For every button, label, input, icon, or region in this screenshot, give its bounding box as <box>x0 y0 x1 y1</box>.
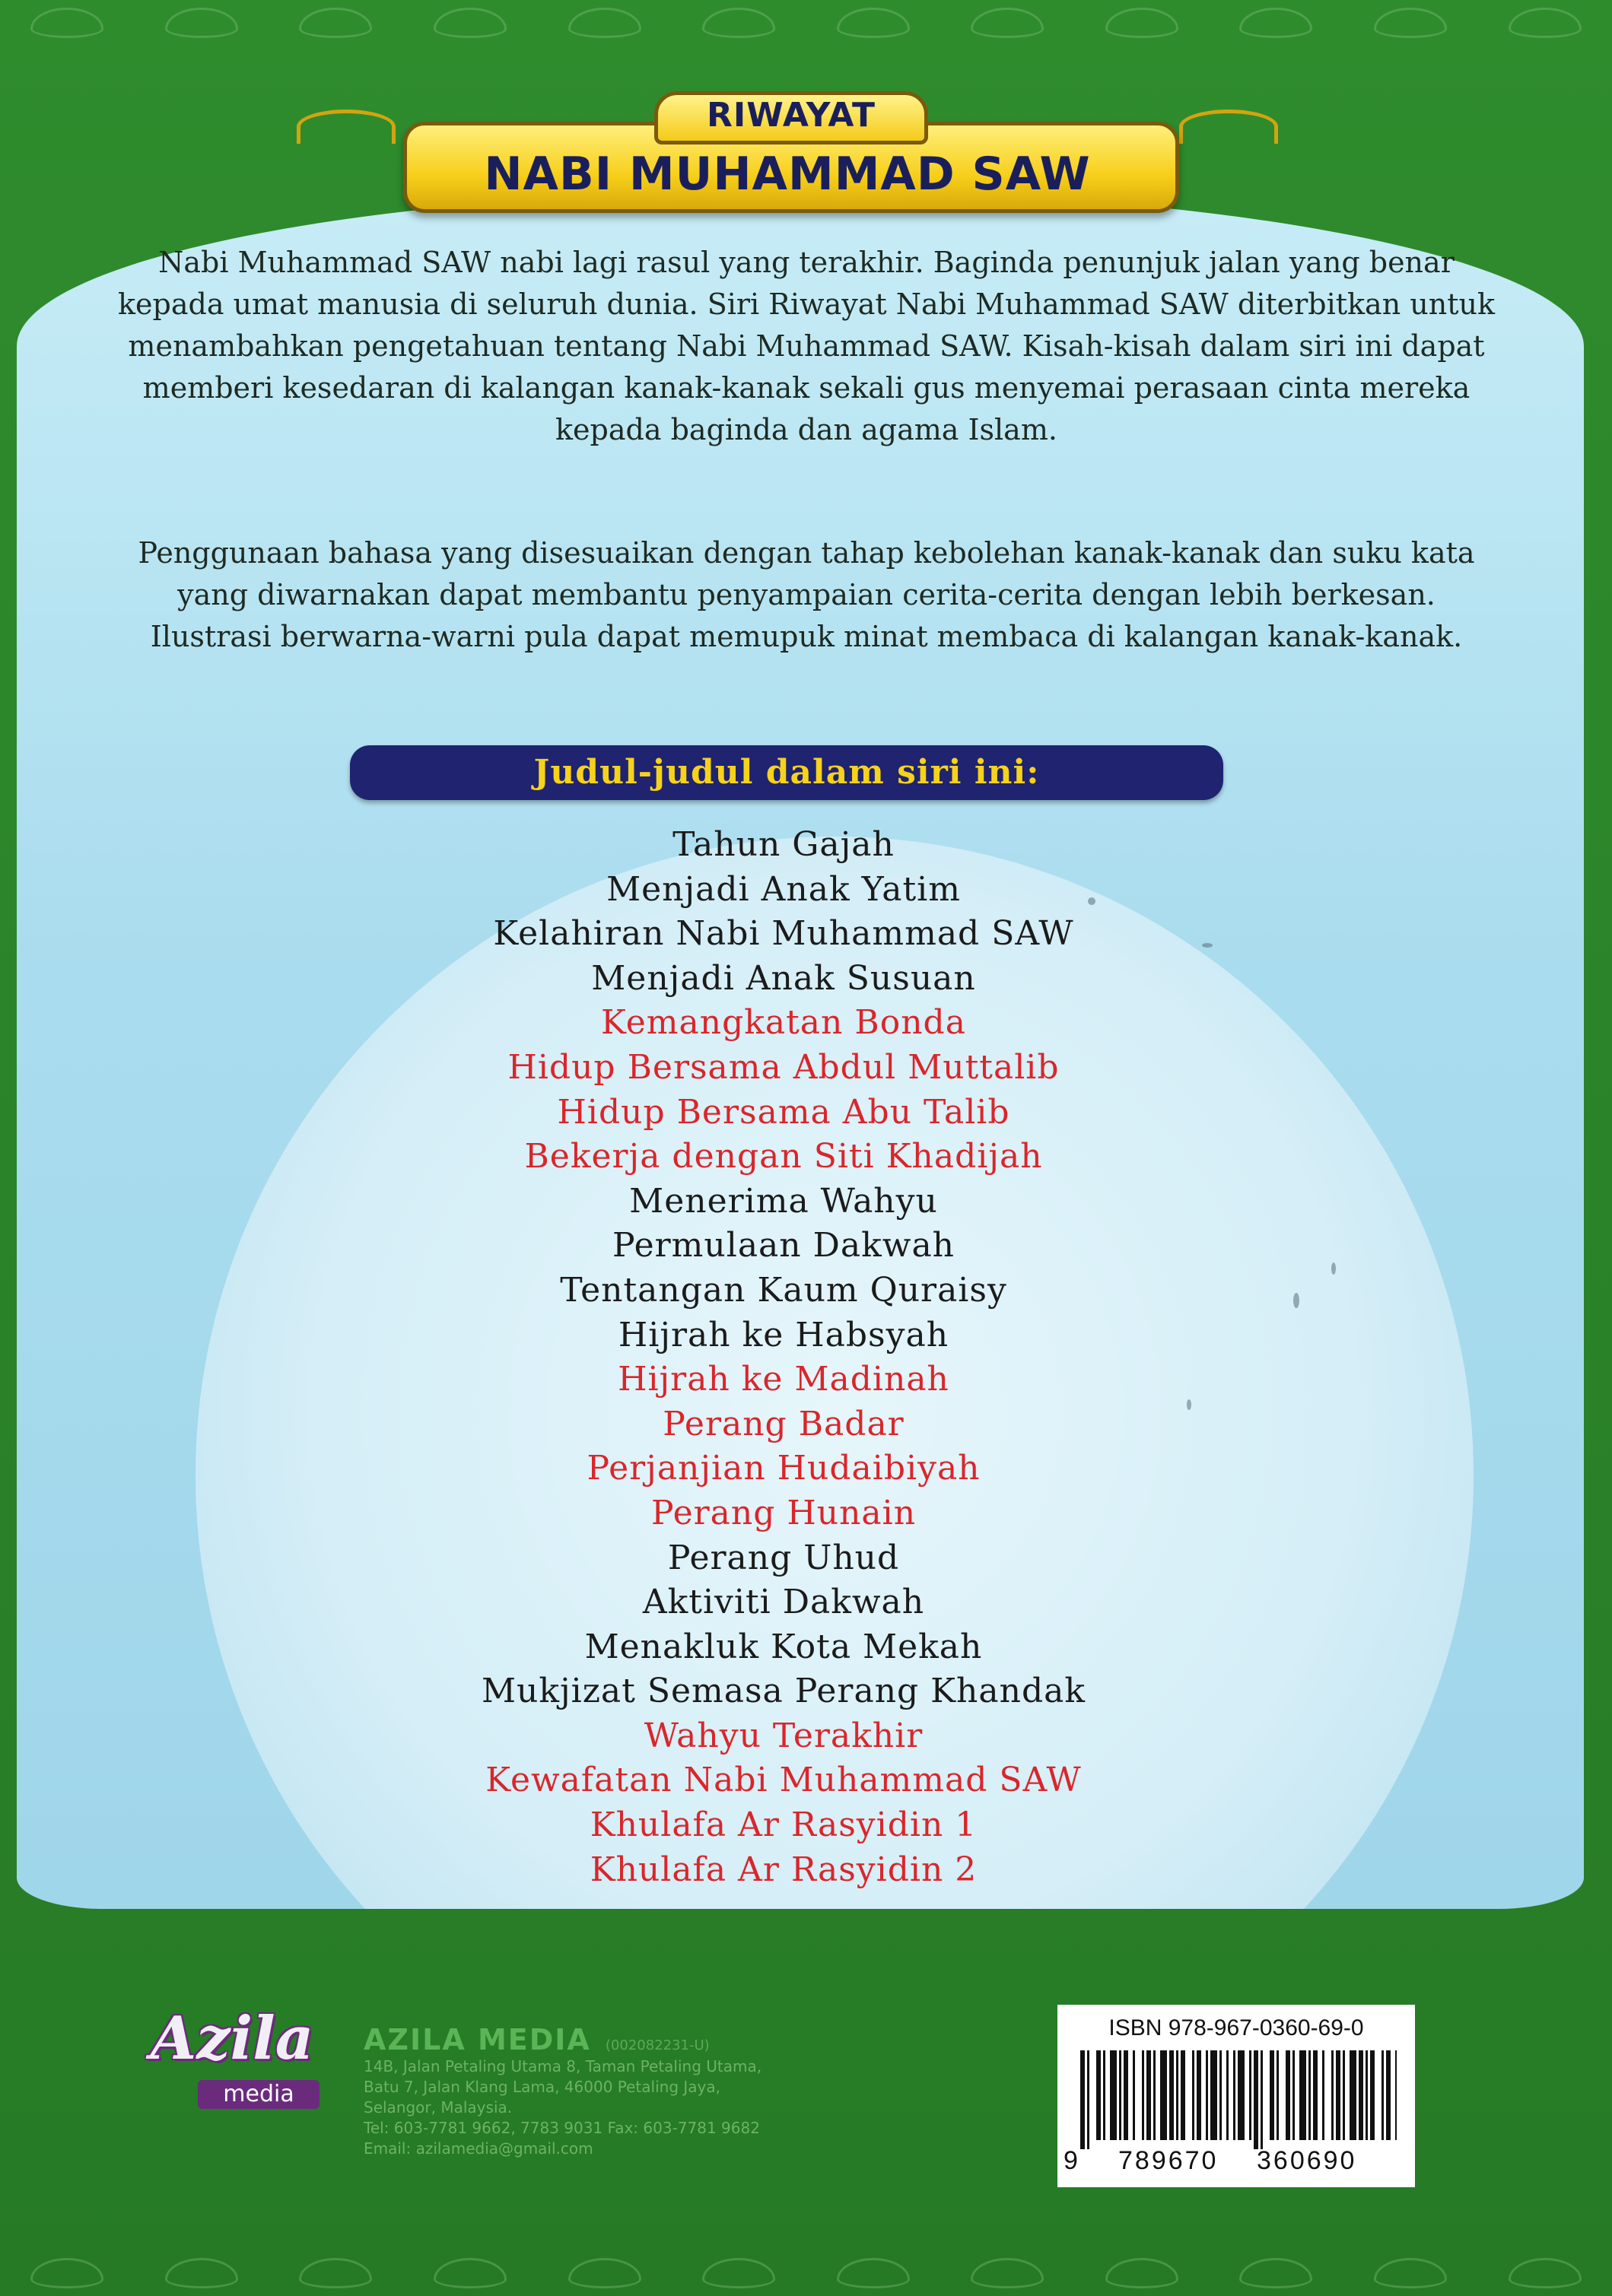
publisher-name: AZILA MEDIA <box>364 2023 591 2056</box>
print-speck <box>1088 897 1095 905</box>
series-title-item: Perang Uhud <box>667 1538 900 1577</box>
series-title-item: Tentangan Kaum Quraisy <box>560 1270 1007 1310</box>
publisher-email: Email: azilamedia@gmail.com <box>364 2139 593 2158</box>
series-title-item: Kemangkatan Bonda <box>601 1003 966 1043</box>
barcode-bar <box>1110 2050 1117 2140</box>
barcode-bar <box>1322 2050 1324 2140</box>
series-title-item: Kelahiran Nabi Muhammad SAW <box>493 914 1074 954</box>
barcode-bar <box>1153 2050 1156 2140</box>
barcode-bar <box>1103 2050 1105 2140</box>
publisher-address-line: Selangor, Malaysia. <box>364 2098 513 2117</box>
barcode-bar <box>1133 2050 1135 2140</box>
barcode-bar <box>1160 2050 1167 2140</box>
series-title-item: Perjanjian Hudaibiyah <box>587 1449 981 1488</box>
barcode-bar <box>1233 2050 1235 2140</box>
barcode-bar <box>1277 2050 1279 2140</box>
barcode-digits-left: 789670 <box>1118 2146 1219 2175</box>
barcode-bar <box>1270 2050 1274 2140</box>
barcode-bar <box>1292 2050 1295 2140</box>
print-speck <box>1187 1399 1191 1410</box>
series-title-item: Khulafa Ar Rasyidin 2 <box>590 1850 978 1889</box>
publisher-logo-tag: media <box>198 2080 320 2109</box>
isbn-number: ISBN 978-967-0360-69-0 <box>1108 2015 1364 2040</box>
barcode-bar <box>1254 2050 1258 2149</box>
barcode-bar <box>1359 2050 1363 2140</box>
barcode-digits-right: 360690 <box>1257 2146 1357 2175</box>
barcode-bar <box>1370 2050 1375 2140</box>
publisher-logo <box>122 2004 342 2118</box>
print-speck <box>1293 1293 1299 1308</box>
barcode-bar <box>1124 2050 1128 2140</box>
publisher-registration: (002082231-U) <box>605 2037 710 2053</box>
series-title-item: Aktiviti Dakwah <box>642 1583 925 1622</box>
intro-paragraph-2: Penggunaan bahasa yang disesuaikan dengan tahap kebolehan kanak-kanak dan suku kata yang diwarnakan dapat membantu penyampaian cerita-cerita dengan lebih berkesan. Ilustrasi berwarna-warni pula dapat memupuk minat membaca di kalangan kanak-kanak. <box>138 536 1475 653</box>
publisher-address-line: 14B, Jalan Petaling Utama 8, Taman Petaling Utama, <box>364 2057 762 2075</box>
scroll-ornament-icon <box>297 110 396 144</box>
series-title-item: Hijrah ke Habsyah <box>618 1315 949 1354</box>
barcode-bar <box>1343 2050 1345 2140</box>
isbn-barcode <box>1057 2005 1415 2187</box>
barcode-bar <box>1192 2050 1194 2140</box>
series-title-item: Menjadi Anak Susuan <box>591 958 976 998</box>
barcode-bar <box>1313 2050 1318 2140</box>
scroll-ornament-icon <box>1179 110 1278 144</box>
series-title-item: Menjadi Anak Yatim <box>606 869 961 909</box>
barcode-bar <box>1219 2050 1222 2140</box>
publisher-address-line: Batu 7, Jalan Klang Lama, 46000 Petaling Jaya, <box>364 2078 720 2096</box>
publisher-phone: Tel: 603-7781 9662, 7783 9031 Fax: 603-7781 9682 <box>364 2119 760 2137</box>
series-title-item: Perang Badar <box>663 1404 905 1443</box>
barcode-bar <box>1381 2050 1384 2140</box>
banner-title: NABI MUHAMMAD SAW <box>484 148 1091 201</box>
barcode-bar <box>1308 2050 1311 2140</box>
series-title-list <box>304 823 1263 1892</box>
barcode-bar <box>1210 2050 1217 2140</box>
banner-subtitle: RIWAYAT <box>707 96 876 135</box>
series-title-item: Menerima Wahyu <box>629 1181 938 1221</box>
barcode-bar <box>1169 2050 1174 2140</box>
barcode-bar <box>1366 2050 1368 2140</box>
barcode-bar <box>1146 2050 1151 2140</box>
top-ornament-border <box>0 0 1612 46</box>
series-title-item: Hidup Bersama Abdul Muttalib <box>507 1047 1060 1087</box>
barcode-bar <box>1299 2050 1306 2140</box>
barcode-bar <box>1261 2050 1263 2149</box>
series-title-item: Perang Hunain <box>650 1493 917 1532</box>
intro-paragraph-1: Nabi Muhammad SAW nabi lagi rasul yang terakhir. Baginda penunjuk jalan yang benar kepada umat manusia di seluruh dunia. Siri Riwayat Nabi Muhammad SAW diterbitkan untuk menambahkan pengetahuan tentang Nabi Muhammad SAW. Kisah-kisah dalam siri ini dapat memberi kesedaran di kalangan kanak-kanak sekali gus menyemai perasaan cinta mereka kepada baginda dan agama Islam. <box>118 246 1495 446</box>
barcode-bar <box>1096 2050 1101 2140</box>
barcode-bar <box>1226 2050 1229 2140</box>
barcode-bar <box>1386 2050 1391 2140</box>
barcode-bar <box>1087 2050 1089 2149</box>
barcode-bar <box>1238 2050 1245 2140</box>
series-title-item: Menakluk Kota Mekah <box>584 1627 983 1666</box>
series-title-item: Wahyu Terakhir <box>644 1716 924 1755</box>
series-title-item: Hijrah ke Madinah <box>618 1360 949 1399</box>
print-speck <box>1331 1262 1336 1275</box>
barcode-bar <box>1395 2050 1397 2140</box>
print-speck <box>1202 943 1213 948</box>
barcode-bar <box>1142 2050 1144 2140</box>
barcode-bars-icon <box>1080 2050 1397 2149</box>
series-title-item: Tahun Gajah <box>672 825 895 864</box>
series-title-item: Mukjizat Semasa Perang Khandak <box>481 1672 1086 1711</box>
barcode-bar <box>1181 2050 1185 2140</box>
series-title-item: Khulafa Ar Rasyidin 1 <box>590 1805 978 1845</box>
barcode-bar <box>1197 2050 1201 2140</box>
barcode-bar <box>1336 2050 1340 2140</box>
publisher-info <box>364 2023 987 2159</box>
barcode-bar <box>1331 2050 1334 2140</box>
title-banner <box>403 91 1172 213</box>
bottom-ornament-border <box>0 2250 1612 2296</box>
barcode-bar <box>1119 2050 1121 2140</box>
barcode-bar <box>1350 2050 1356 2140</box>
publisher-logo-word: Azila <box>150 2004 314 2073</box>
barcode-bar <box>1080 2050 1085 2149</box>
series-title-item: Bekerja dengan Siti Khadijah <box>524 1137 1043 1177</box>
series-title-item: Kewafatan Nabi Muhammad SAW <box>485 1761 1082 1800</box>
series-title-item: Hidup Bersama Abu Talib <box>557 1092 1010 1132</box>
barcode-digit-first: 9 <box>1064 2146 1078 2175</box>
barcode-bar <box>1176 2050 1178 2140</box>
barcode-bar <box>1249 2050 1251 2140</box>
series-title-item: Permulaan Dakwah <box>612 1226 955 1265</box>
barcode-bar <box>1286 2050 1290 2140</box>
barcode-bar <box>1206 2050 1208 2140</box>
series-list-header: Judul-judul dalam siri ini: <box>350 745 1223 800</box>
